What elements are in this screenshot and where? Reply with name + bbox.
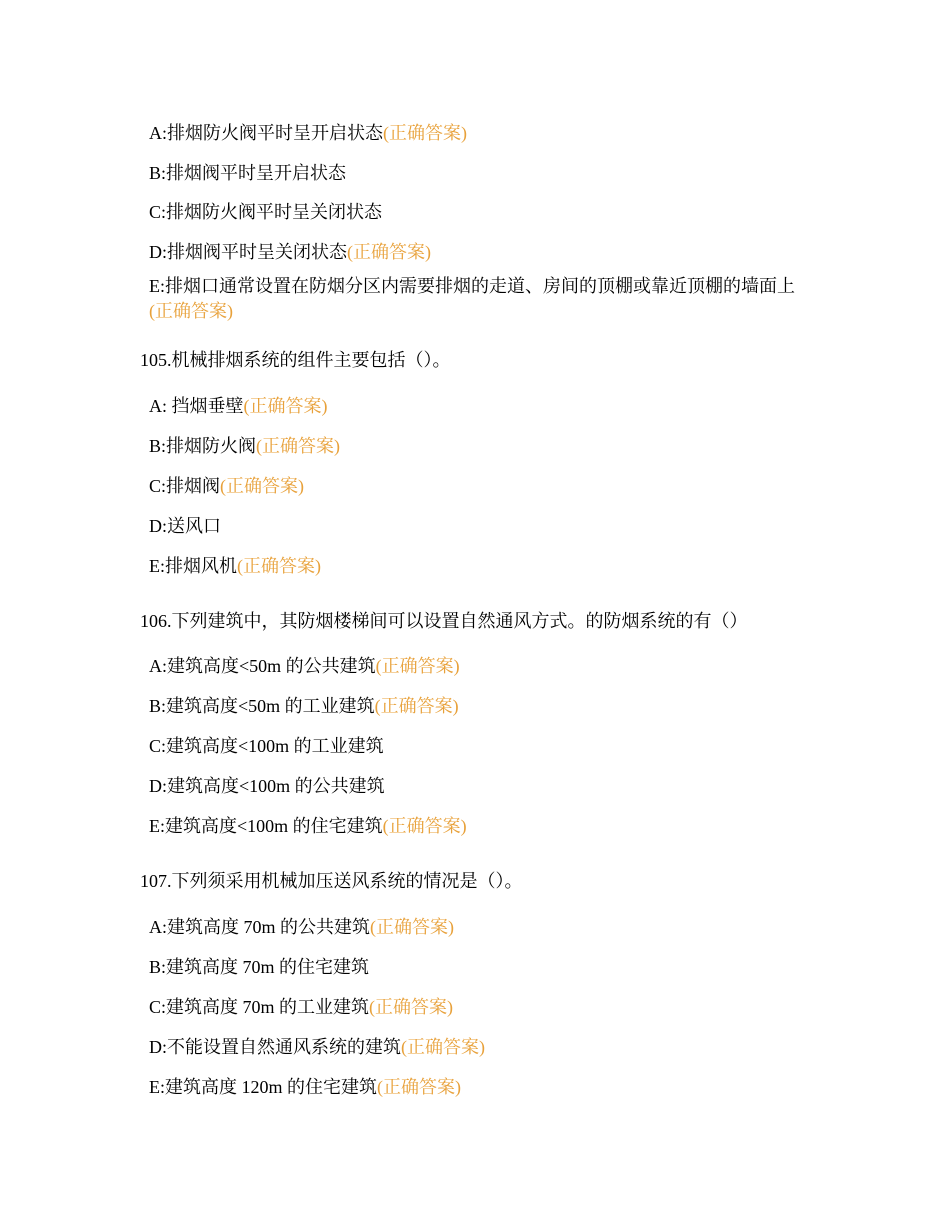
option-text: B:排烟阀平时呈开启状态: [149, 163, 347, 183]
correct-answer-mark: (正确答案): [149, 301, 233, 321]
option-b: [149, 955, 369, 979]
option-a: [149, 654, 460, 678]
option-text: C:建筑高度<100m 的工业建筑: [149, 736, 384, 756]
option-a: [149, 394, 328, 418]
question-107-title: 107.下列须采用机械加压送风系统的情况是（）。: [140, 871, 523, 891]
option-a: [149, 121, 467, 145]
correct-answer-mark: (正确答案): [383, 123, 467, 143]
option-text: C:排烟阀: [149, 476, 221, 496]
correct-answer-mark: (正确答案): [347, 242, 431, 262]
option-e: [149, 814, 467, 838]
correct-answer-mark: (正确答案): [256, 436, 341, 456]
option-d: [149, 514, 221, 538]
option-text: E:排烟风机: [149, 556, 237, 576]
option-text: C:建筑高度 70m 的工业建筑: [149, 997, 370, 1017]
option-c: [149, 474, 304, 498]
option-e: [149, 554, 321, 578]
correct-answer-mark: (正确答案): [377, 1077, 461, 1097]
correct-answer-mark: (正确答案): [220, 476, 305, 496]
correct-answer-mark: (正确答案): [374, 696, 459, 716]
option-d: [149, 1035, 485, 1059]
correct-answer-mark: (正确答案): [375, 656, 460, 676]
option-c: [149, 995, 453, 1019]
correct-answer-mark: (正确答案): [237, 556, 321, 576]
correct-answer-mark: (正确答案): [369, 997, 454, 1017]
option-text: D:送风口: [149, 516, 221, 536]
option-d: [149, 774, 385, 798]
option-text: E:排烟口通常设置在防烟分区内需要排烟的走道、房间的顶棚或靠近顶棚的墙面上: [149, 276, 795, 296]
question-105-title: 105.机械排烟系统的组件主要包括（）。: [140, 350, 451, 370]
option-text: B:建筑高度<50m 的工业建筑: [149, 696, 375, 716]
option-d: [149, 240, 431, 264]
option-b: [149, 161, 346, 185]
option-text: D:排烟阀平时呈关闭状态: [149, 242, 347, 262]
option-text: D:不能设置自然通风系统的建筑: [149, 1037, 401, 1057]
option-e: [149, 1075, 461, 1099]
correct-answer-mark: (正确答案): [382, 816, 467, 836]
option-text: C:排烟防火阀平时呈关闭状态: [149, 202, 383, 222]
option-b: [149, 694, 459, 718]
option-c: [149, 200, 382, 224]
option-b: [149, 434, 340, 458]
option-text: A: 挡烟垂壁: [149, 396, 244, 416]
option-a: [149, 915, 454, 939]
correct-answer-mark: (正确答案): [370, 917, 455, 937]
option-text: A:排烟防火阀平时呈开启状态: [149, 123, 383, 143]
option-text: D:建筑高度<100m 的公共建筑: [149, 776, 385, 796]
option-text: E:建筑高度<100m 的住宅建筑: [149, 816, 383, 836]
option-text: A:建筑高度<50m 的公共建筑: [149, 656, 376, 676]
option-text: A:建筑高度 70m 的公共建筑: [149, 917, 371, 937]
option-e: [149, 274, 809, 324]
option-text: E:建筑高度 120m 的住宅建筑: [149, 1077, 377, 1097]
question-106-title: 106.下列建筑中，其防烟楼梯间可以设置自然通风方式。的防烟系统的有（）: [140, 611, 748, 631]
correct-answer-mark: (正确答案): [401, 1037, 485, 1057]
option-text: B:建筑高度 70m 的住宅建筑: [149, 957, 370, 977]
option-c: [149, 734, 384, 758]
option-text: B:排烟防火阀: [149, 436, 257, 456]
correct-answer-mark: (正确答案): [243, 396, 328, 416]
